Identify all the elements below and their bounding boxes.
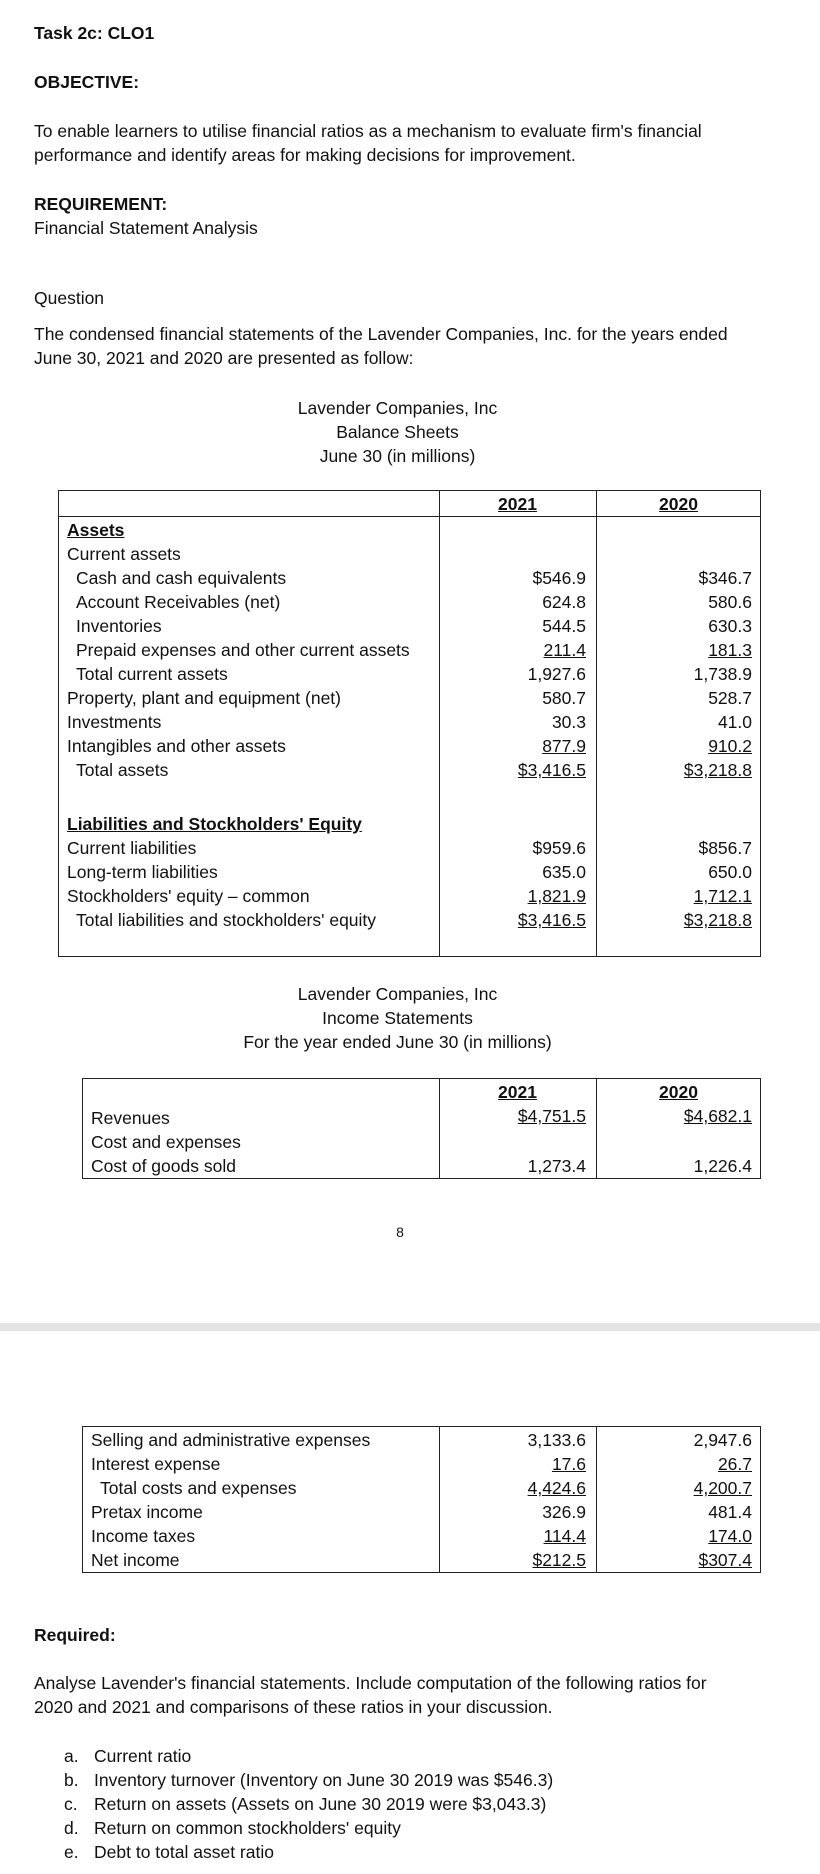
bs-title-name: Balance Sheets	[336, 422, 459, 442]
value-2020: 26.7	[717, 1454, 752, 1474]
objective-line-1: To enable learners to utilise financial ratios as a mechanism to evaluate firm's financial	[34, 121, 702, 141]
row-label: Intangibles and other assets	[67, 736, 286, 756]
list-letter: e.	[64, 1842, 79, 1862]
current-assets-label: Current assets	[67, 544, 181, 564]
value-2020: 1,226.4	[693, 1156, 752, 1176]
list-text: Return on assets (Assets on June 30 2019 were $3,043.3)	[94, 1794, 547, 1814]
value-2020: 650.0	[708, 862, 752, 882]
is-title-name: Income Statements	[322, 1008, 473, 1028]
row-label: Total liabilities and stockholders' equity	[76, 910, 377, 930]
list-letter: b.	[64, 1770, 79, 1790]
value-2020: $307.4	[698, 1550, 752, 1570]
is-title-period: For the year ended June 30 (in millions)	[243, 1032, 552, 1052]
value-2021: 211.4	[543, 640, 586, 660]
ratio-list	[64, 1744, 553, 1864]
list-text: Return on common stockholders' equity	[94, 1818, 401, 1838]
value-2021: 3,133.6	[527, 1430, 586, 1450]
value-2020: 181.3	[708, 640, 752, 660]
required-line-2: 2020 and 2021 and comparisons of these ratios in your discussion.	[34, 1697, 553, 1717]
value-2020: 2,947.6	[693, 1430, 752, 1450]
bs-col-2021: 2021	[498, 494, 537, 514]
value-2021: $546.9	[532, 568, 586, 588]
value-2020: 580.6	[708, 592, 752, 612]
question-line-1: The condensed financial statements of the Lavender Companies, Inc. for the years ended	[34, 324, 728, 344]
row-label: Long-term liabilities	[67, 862, 218, 882]
value-2020: $3,218.8	[683, 910, 752, 930]
is-col-2020: 2020	[659, 1082, 698, 1102]
list-item	[64, 1744, 553, 1768]
list-item	[64, 1816, 553, 1840]
list-item	[64, 1792, 553, 1816]
page-number: 8	[396, 1224, 404, 1240]
bs-col-2020: 2020	[659, 494, 698, 514]
row-label: Selling and administrative expenses	[91, 1430, 371, 1450]
value-2021: $212.5	[532, 1550, 586, 1570]
value-2021: $4,751.5	[517, 1106, 586, 1126]
value-2020: 630.3	[708, 616, 752, 636]
row-label: Investments	[67, 712, 162, 732]
value-2020: 4,200.7	[693, 1478, 752, 1498]
value-2021: $3,416.5	[517, 760, 586, 780]
list-text: Debt to total asset ratio	[94, 1842, 274, 1862]
list-letter: a.	[64, 1746, 79, 1766]
row-label: Total assets	[76, 760, 169, 780]
value-2021: 580.7	[542, 688, 586, 708]
value-2020: 174.0	[708, 1526, 752, 1546]
liabilities-heading: Liabilities and Stockholders' Equity	[67, 814, 362, 834]
row-label: Interest expense	[91, 1454, 221, 1474]
row-label: Cost of goods sold	[91, 1156, 236, 1176]
value-2020: $4,682.1	[683, 1106, 752, 1126]
value-2020: $346.7	[698, 568, 752, 588]
row-label: Revenues	[91, 1108, 170, 1128]
objective-line-2: performance and identify areas for making decisions for improvement.	[34, 145, 576, 165]
list-letter: d.	[64, 1818, 79, 1838]
value-2021: 30.3	[551, 712, 586, 732]
list-item	[64, 1840, 553, 1864]
value-2021: 1,821.9	[527, 886, 586, 906]
value-2020: 1,738.9	[693, 664, 752, 684]
value-2021: 326.9	[542, 1502, 586, 1522]
value-2020: 41.0	[717, 712, 752, 732]
row-label: Total current assets	[76, 664, 228, 684]
is-col-2021: 2021	[498, 1082, 537, 1102]
value-2021: 877.9	[542, 736, 586, 756]
row-label: Net income	[91, 1550, 180, 1570]
list-letter: c.	[64, 1794, 78, 1814]
requirement-text: Financial Statement Analysis	[34, 218, 258, 238]
row-label: Account Receivables (net)	[76, 592, 281, 612]
row-label: Cash and cash equivalents	[76, 568, 287, 588]
value-2020: $856.7	[698, 838, 752, 858]
value-2021: 544.5	[542, 616, 586, 636]
question-label: Question	[34, 288, 105, 308]
value-2020: 528.7	[708, 688, 752, 708]
required-line-1: Analyse Lavender's financial statements. Include computation of the following ratios for	[34, 1673, 707, 1693]
row-label: Income taxes	[91, 1526, 196, 1546]
requirement-heading: REQUIREMENT:	[34, 194, 168, 214]
required-heading: Required:	[34, 1625, 116, 1645]
row-label: Pretax income	[91, 1502, 203, 1522]
value-2021: $959.6	[532, 838, 586, 858]
row-label: Total costs and expenses	[100, 1478, 297, 1498]
is-title-company: Lavender Companies, Inc	[297, 984, 498, 1004]
value-2021: 635.0	[542, 862, 586, 882]
row-label: Cost and expenses	[91, 1132, 241, 1152]
bs-title-date: June 30 (in millions)	[319, 446, 476, 466]
list-text: Inventory turnover (Inventory on June 30 2019 was $546.3)	[94, 1770, 554, 1790]
value-2020: 481.4	[708, 1502, 752, 1522]
row-label: Property, plant and equipment (net)	[67, 688, 342, 708]
value-2020: $3,218.8	[683, 760, 752, 780]
assets-heading: Assets	[67, 520, 125, 540]
value-2021: 17.6	[551, 1454, 586, 1474]
value-2021: $3,416.5	[517, 910, 586, 930]
bs-title-company: Lavender Companies, Inc	[297, 398, 498, 418]
question-line-2: June 30, 2021 and 2020 are presented as follow:	[34, 348, 414, 368]
value-2021: 4,424.6	[527, 1478, 586, 1498]
value-2021: 624.8	[542, 592, 586, 612]
row-label: Inventories	[76, 616, 162, 636]
list-text: Current ratio	[94, 1746, 192, 1766]
value-2021: 1,273.4	[527, 1156, 586, 1176]
value-2020: 910.2	[708, 736, 752, 756]
row-label: Current liabilities	[67, 838, 197, 858]
value-2020: 1,712.1	[693, 886, 752, 906]
value-2021: 1,927.6	[527, 664, 586, 684]
value-2021: 114.4	[543, 1526, 586, 1546]
list-item	[64, 1768, 553, 1792]
objective-heading: OBJECTIVE:	[34, 72, 140, 92]
row-label: Prepaid expenses and other current assets	[76, 640, 410, 660]
page-break	[0, 1323, 820, 1331]
row-label: Stockholders' equity – common	[67, 886, 310, 906]
task-title: Task 2c: CLO1	[34, 23, 155, 43]
